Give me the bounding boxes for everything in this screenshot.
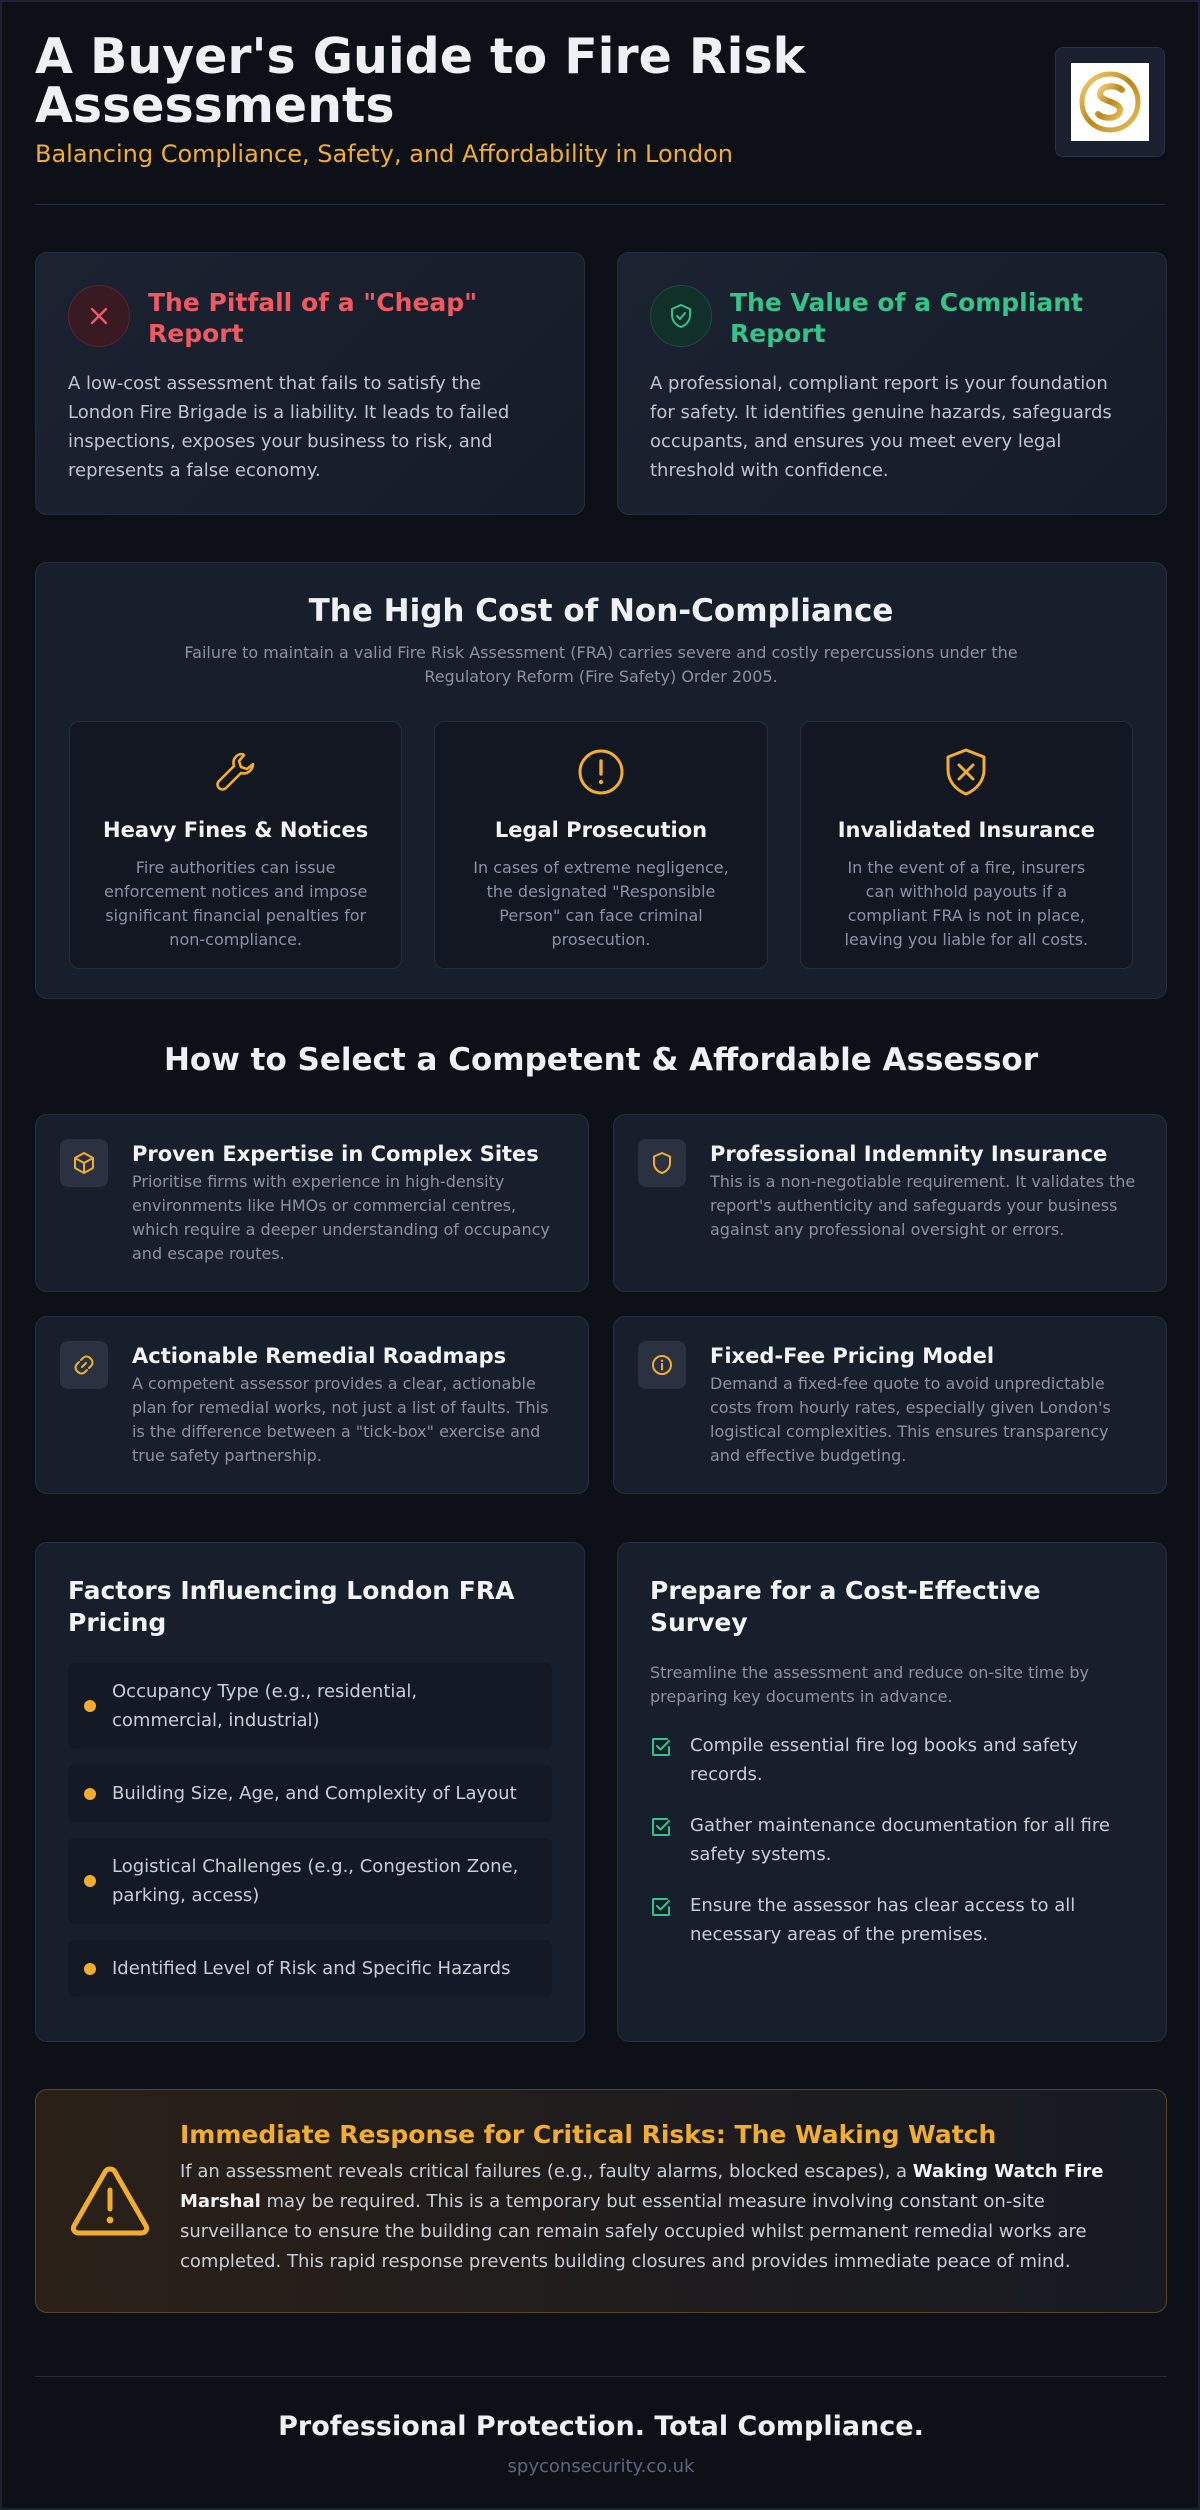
link-icon xyxy=(60,1341,108,1389)
prepare-title: Prepare for a Cost-Effective Survey xyxy=(650,1576,1041,1637)
checkbox-check-icon xyxy=(650,1811,672,1869)
criteria-title: Actionable Remedial Roadmaps xyxy=(132,1344,507,1368)
waking-watch-alert xyxy=(35,2089,1167,2313)
pitfall-text: A low-cost assessment that fails to satisfy the London Fire Brigade is a liability. It leads to failed inspections, exposes your business to risk, and represents a false economy. xyxy=(68,373,510,481)
factor-item: Identified Level of Risk and Specific Hazards xyxy=(68,1940,552,1997)
value-card xyxy=(617,252,1167,515)
page-subtitle: Balancing Compliance, Safety, and Affordability in London xyxy=(35,140,734,168)
prepare-description: Streamline the assessment and reduce on-site time by preparing key documents in advance. xyxy=(650,1663,1089,1706)
header xyxy=(35,2,1165,205)
criteria-card xyxy=(35,1316,589,1494)
criteria-title: Professional Indemnity Insurance xyxy=(710,1142,1108,1166)
waking-watch-title: Immediate Response for Critical Risks: The Waking Watch xyxy=(180,2120,997,2149)
shield-icon xyxy=(638,1139,686,1187)
insurance-title: Invalidated Insurance xyxy=(837,818,1095,842)
checklist-item: Compile essential fire log books and safety records. xyxy=(650,1731,1134,1789)
shield-x-icon xyxy=(831,744,1102,800)
non-compliance-description: Failure to maintain a valid Fire Risk Assessment (FRA) carries severe and costly repercussions under the Regulatory Reform (Fire Safety) Order 2005. xyxy=(184,643,1018,686)
x-circle-icon xyxy=(68,285,130,347)
alert-circle-icon xyxy=(465,744,736,800)
insurance-card xyxy=(800,721,1133,969)
non-compliance-section xyxy=(35,562,1167,999)
criteria-card xyxy=(613,1316,1167,1494)
checkbox-check-icon xyxy=(650,1891,672,1949)
value-text: A professional, compliant report is your foundation for safety. It identifies genuine hazards, safeguards occupants, and ensures you meet every legal threshold with confidence. xyxy=(650,373,1112,481)
cube-icon xyxy=(60,1139,108,1187)
factor-item: Logistical Challenges (e.g., Congestion Zone, parking, access) xyxy=(68,1838,552,1924)
page-title: A Buyer's Guide to Fire Risk Assessments xyxy=(35,28,806,134)
factors-card xyxy=(35,1542,585,2042)
footer-website-link[interactable]: spyconsecurity.co.uk xyxy=(507,2456,695,2477)
criteria-text: Prioritise firms with experience in high-density environments like HMOs or commercial centres, which require a deeper understanding of occupancy and escape routes. xyxy=(132,1172,550,1263)
comparison-row xyxy=(35,252,1167,515)
checkbox-check-icon xyxy=(650,1731,672,1789)
selection-grid xyxy=(35,1114,1167,1494)
bullet-dot-icon xyxy=(84,1963,96,1975)
non-compliance-title: The High Cost of Non-Compliance xyxy=(308,593,894,629)
insurance-text: In the event of a fire, insurers can withhold payouts if a compliant FRA is not in place, leaving you liable for all costs. xyxy=(844,858,1089,949)
logo xyxy=(1055,47,1165,157)
pricing-and-preparation-row xyxy=(35,1542,1167,2042)
factors-title: Factors Influencing London FRA Pricing xyxy=(68,1576,515,1637)
criteria-text: A competent assessor provides a clear, actionable plan for remedial works, not just a list of faults. This is the difference between a "tick-box" exercise and true safety partnership. xyxy=(132,1374,549,1465)
footer xyxy=(35,2376,1167,2477)
criteria-title: Proven Expertise in Complex Sites xyxy=(132,1142,539,1166)
footer-tagline: Professional Protection. Total Compliance. xyxy=(278,2411,924,2442)
prepare-card xyxy=(617,1542,1167,2042)
criteria-card xyxy=(35,1114,589,1292)
shield-check-icon xyxy=(650,285,712,347)
fines-card xyxy=(69,721,402,969)
checklist-item: Gather maintenance documentation for all fire safety systems. xyxy=(650,1811,1134,1869)
factor-item: Building Size, Age, and Complexity of Layout xyxy=(68,1765,552,1822)
waking-watch-text: If an assessment reveals critical failures (e.g., faulty alarms, blocked escapes), a Waking Watch Fire Marshal may be required. This is a temporary but essential measure involving constant on-site surveillance to ensure the building can remain safely occupied whilst permanent remedial works are completed. This rapid response prevents building closures and provides immediate peace of mind. xyxy=(180,2161,1104,2272)
fines-text: Fire authorities can issue enforcement notices and impose significant financial penalties for non-compliance. xyxy=(104,858,368,949)
value-title: The Value of a Compliant Report xyxy=(730,288,1083,348)
logo-emblem-icon xyxy=(1078,70,1142,134)
wrench-icon xyxy=(100,744,371,800)
criteria-text: Demand a fixed-fee quote to avoid unpredictable costs from hourly rates, especially given London's logistical complexities. This ensures transparency and effective budgeting. xyxy=(710,1374,1111,1465)
factors-list xyxy=(68,1663,552,1997)
prosecution-title: Legal Prosecution xyxy=(494,818,708,842)
criteria-text: This is a non-negotiable requirement. It validates the report's authenticity and safeguards your business against any professional oversight or errors. xyxy=(710,1172,1136,1239)
criteria-card xyxy=(613,1114,1167,1292)
waking-watch-highlight: Waking Watch Fire Marshal xyxy=(180,2161,1104,2212)
prosecution-text: In cases of extreme negligence, the designated "Responsible Person" can face criminal prosecution. xyxy=(473,858,729,949)
checklist-item: Ensure the assessor has clear access to all necessary areas of the premises. xyxy=(650,1891,1134,1949)
fines-title: Heavy Fines & Notices xyxy=(103,818,369,842)
pitfall-card xyxy=(35,252,585,515)
factor-item: Occupancy Type (e.g., residential, commercial, industrial) xyxy=(68,1663,552,1749)
info-icon xyxy=(638,1341,686,1389)
warning-triangle-icon xyxy=(70,2164,150,2240)
prosecution-card xyxy=(434,721,767,969)
criteria-title: Fixed-Fee Pricing Model xyxy=(710,1344,995,1368)
selection-title: How to Select a Competent & Affordable Assessor xyxy=(163,1042,1039,1078)
logo-mark xyxy=(1071,63,1149,141)
bullet-dot-icon xyxy=(84,1875,96,1887)
bullet-dot-icon xyxy=(84,1788,96,1800)
bullet-dot-icon xyxy=(84,1700,96,1712)
pitfall-title: The Pitfall of a "Cheap" Report xyxy=(148,288,478,348)
